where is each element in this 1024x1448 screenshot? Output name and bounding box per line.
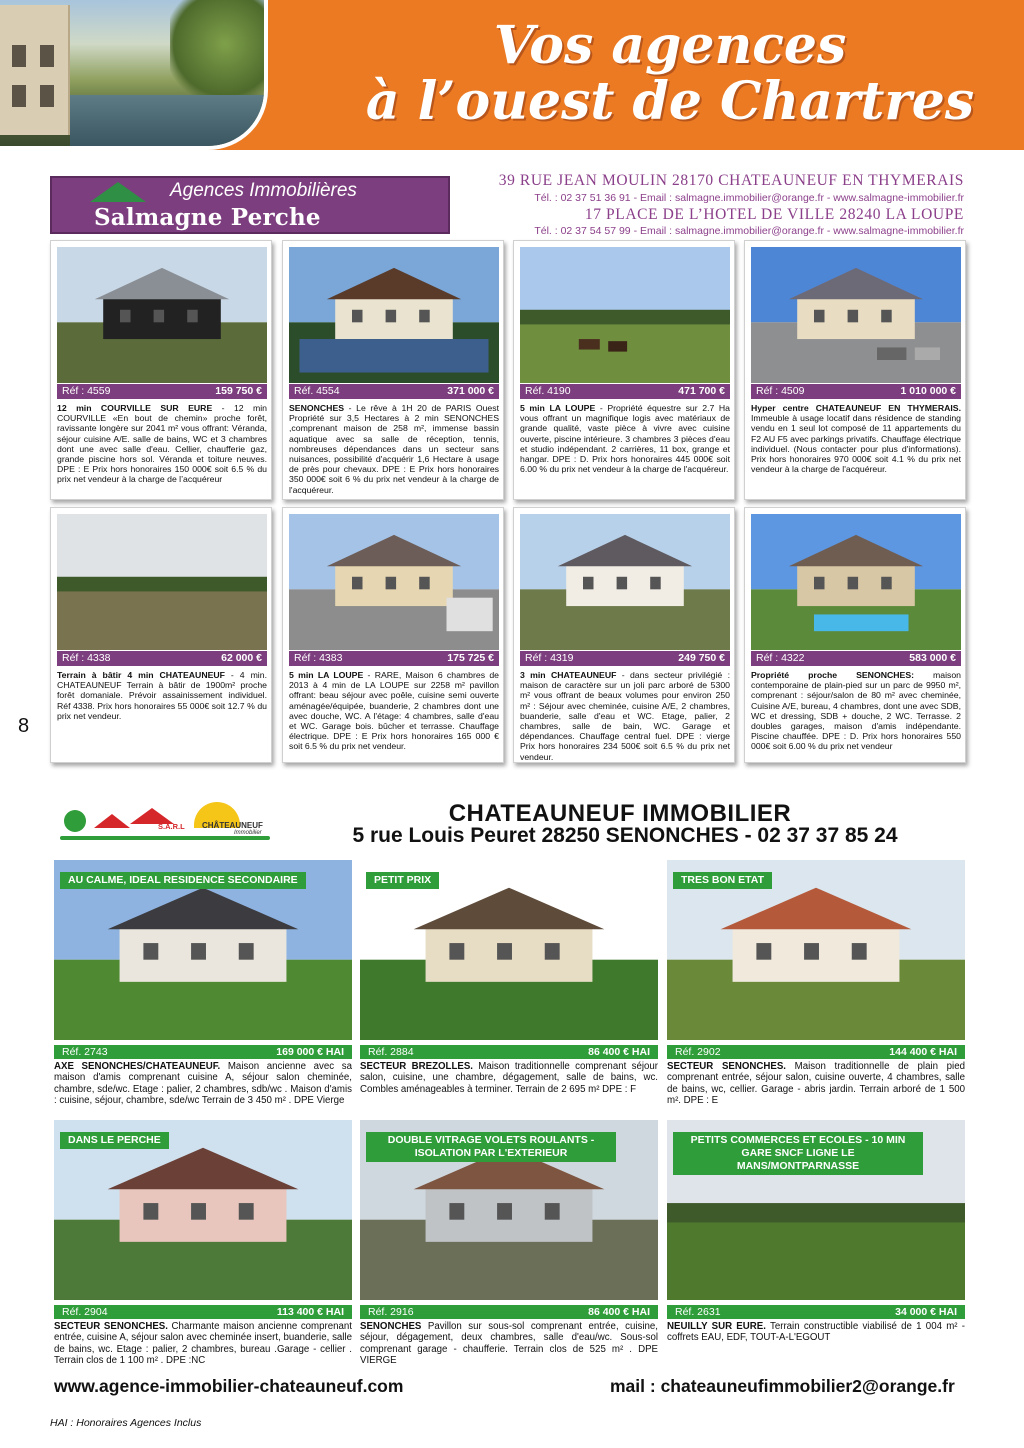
listing-ref-bar xyxy=(57,651,267,666)
listing-ref: Réf : 4383 xyxy=(294,652,343,664)
listing-card[interactable] xyxy=(54,1120,352,1375)
chateauneuf-logo xyxy=(54,800,279,848)
listing-card[interactable] xyxy=(513,240,735,500)
listing-description xyxy=(57,403,267,485)
listing-tag: TRES BON ETAT xyxy=(673,872,772,889)
footer-note: HAI : Honoraires Agences Inclus xyxy=(50,1417,202,1429)
house-icon xyxy=(94,814,130,828)
listing-body: Maison ancienne avec sa maison d'amis comprenant cuisine A, séjour salon cheminée, chambre, sde/wc. Etage : palier, 2 chambres, sdb/wc . Maison d'amis : cuisine, séjour, chambre, sde/wc Terrain de 3 450 m² . DPE Vierge xyxy=(54,1061,352,1106)
listing-ref-bar xyxy=(360,1045,658,1059)
listing-card[interactable] xyxy=(667,1120,965,1375)
listing-body: - 12 min COURVILLE «En bout de chemin» proche forêt, ravissante longère sur 2041 m² vous offrant: Véranda, séjour cuisine A/E. salle de bains, WC et 3 chambres dont une avec salle d'eau. Cellier, chaufferie gaz, grande piscine hors sol. Véranda et toiture neuves. DPE : E Prix hors honoraires 150 000€ soit 6.5 % du prix net vendeur à la charge de l’acquéreur xyxy=(57,403,268,485)
listing-card[interactable] xyxy=(667,860,965,1115)
title-line-1: Vos agences xyxy=(493,15,847,76)
listing-tag: AU CALME, IDEAL RESIDENCE SECONDAIRE xyxy=(60,872,306,889)
listing-body: - RARE, Maison 6 chambres de 2013 à 4 min de LA LOUPE sur 2258 m² pavillon offrant: beau séjour avec poêle, cuisine semi ouverte aménagée/équipée, buanderie, 2 chambres dont une avec douche, WC. A l'étage: 4 chambres, salle d'eau et WC. Garage bois. bûcher et terrasse. Chauffage électrique. DPE : E Prix hors honoraires 165 000 € soit 6.5 % du prix net vendeur. xyxy=(289,670,499,752)
listing-price: 169 000 € HAI xyxy=(276,1046,344,1058)
footer-website-link[interactable]: www.agence-immobilier-chateauneuf.com xyxy=(54,1376,404,1396)
listing-body: Immeuble à usage locatif dans résidence de standing vendu en 1 seul lot composé de 11 appartements du F2 AU F5 avec parkings privatifs. Chauffage électrique individuel. (Nous contacter pour plus d'informations). Prix hors honoraires 970 000€ soit 4.1 % du prix net vendeur à la charge de l'acquéreur. xyxy=(751,413,961,475)
listing-photo[interactable] xyxy=(520,514,730,650)
page-title xyxy=(330,15,1010,132)
listing-card[interactable] xyxy=(360,1120,658,1375)
footer-email-link[interactable]: mail : chateauneufimmobilier2@orange.fr xyxy=(610,1376,955,1396)
listing-ref: Réf. 2884 xyxy=(368,1046,414,1058)
listing-price: 86 400 € HAI xyxy=(588,1306,650,1318)
page-number: 8 xyxy=(18,715,30,737)
listing-price: 62 000 € xyxy=(221,652,262,664)
listing-card[interactable] xyxy=(50,240,272,500)
house-roof-icon xyxy=(90,182,146,202)
listing-headline: SECTEUR SENONCHES. xyxy=(667,1061,786,1072)
listing-body: - 4 min. CHATEAUNEUF Terrain à bâtir de 1900m² proche forêt domaniale. Prévoir assainissement individuel. Réf 4338. Prix hors honoraires 55 000€ soit 12.7 % du prix net vendeur. xyxy=(57,670,267,721)
listing-ref-bar xyxy=(289,384,499,399)
listing-price: 471 700 € xyxy=(678,385,725,397)
listing-ref-bar xyxy=(520,651,730,666)
listing-ref: Réf. 2904 xyxy=(62,1306,108,1318)
listing-description xyxy=(751,670,961,752)
listing-ref: Réf : 4338 xyxy=(62,652,111,664)
listing-photo[interactable] xyxy=(520,247,730,383)
listing-body: - dans secteur privilégié : maison de caractère sur un joli parc arboré de 5300 m² vous offrant de beaux volumes pour environ 250 m² : Séjour avec cheminée, cuisine A/E, 2 chambres, buanderie, salle d'eau et WC. Etage, palier, 2 chambres, salle de bain, WC. Garage et dépendances. Chauffage central fuel. DPE : vierge Prix hors honoraires 234 500€ soit 6.5 % du prix net vendeur. xyxy=(520,670,730,762)
listing-price: 371 000 € xyxy=(447,385,494,397)
listing-ref: Réf. 2743 xyxy=(62,1046,108,1058)
listing-card[interactable] xyxy=(744,507,966,763)
listing-price: 175 725 € xyxy=(447,652,494,664)
listing-description xyxy=(667,1061,965,1106)
listing-headline: NEUILLY SUR EURE. xyxy=(667,1321,766,1332)
listing-price: 1 010 000 € xyxy=(900,385,956,397)
agency1-address-2: 17 PLACE DE L’HOTEL DE VILLE 28240 LA LOUPE xyxy=(584,206,964,223)
listing-ref-bar xyxy=(57,384,267,399)
listing-ref-bar xyxy=(289,651,499,666)
listing-ref: Réf. 4190 xyxy=(525,385,571,397)
logo-sub: Immobilier xyxy=(234,830,262,836)
agency1-contact-2[interactable]: Tél. : 02 37 54 57 99 - Email : salmagne.immobilier@orange.fr - www.salmagne-immobilier.fr xyxy=(534,225,964,237)
agency1-address-1: 39 RUE JEAN MOULIN 28170 CHATEAUNEUF EN THYMERAIS xyxy=(498,172,964,189)
listing-headline: SECTEUR BREZOLLES. xyxy=(360,1061,473,1072)
listing-card[interactable] xyxy=(282,507,504,763)
listing-headline: Terrain à bâtir 4 min CHATEAUNEUF xyxy=(57,670,225,680)
listing-body: Maison traditionnelle de plain pied comprenant entrée, séjour salon, cuisine ouverte, 4 chambres, salle de bains, wc, cellier. Garage - abris jardin. Terrain arboré de 1 500 m². DPE : E xyxy=(667,1061,965,1106)
listing-price: 144 400 € HAI xyxy=(889,1046,957,1058)
listing-headline: 3 min CHATEAUNEUF xyxy=(520,670,617,680)
tree-icon xyxy=(64,810,86,832)
listing-price: 583 000 € xyxy=(909,652,956,664)
listing-description xyxy=(57,670,267,721)
page-header xyxy=(0,0,1024,150)
listing-body: Terrain constructible viabilisé de 1 004 m² - coffrets EAU, EDF, TOUT-A-L'EGOUT xyxy=(667,1321,965,1344)
listing-tag: PETIT PRIX xyxy=(366,872,439,889)
listing-photo[interactable] xyxy=(751,514,961,650)
listing-ref: Réf. 2631 xyxy=(675,1306,721,1318)
listing-card[interactable] xyxy=(513,507,735,763)
header-photo-canal xyxy=(0,0,268,150)
salmagne-logo xyxy=(50,176,450,234)
listing-description xyxy=(54,1321,352,1366)
title-line-2: à l’ouest de Chartres xyxy=(365,71,975,132)
listing-ref: Réf : 4322 xyxy=(756,652,805,664)
listing-price: 34 000 € HAI xyxy=(895,1306,957,1318)
listing-photo[interactable] xyxy=(289,247,499,383)
agency2-address: 5 rue Louis Peuret 28250 SENONCHES - 02 37 37 85 24 xyxy=(352,824,898,847)
listing-headline: 5 min LA LOUPE xyxy=(520,403,596,413)
listing-ref-bar xyxy=(54,1305,352,1319)
listing-headline: Hyper centre CHATEAUNEUF EN THYMERAIS. xyxy=(751,403,961,413)
listing-headline: AXE SENONCHES/CHATEAUNEUF. xyxy=(54,1061,221,1072)
listing-description xyxy=(289,403,499,495)
listing-ref: Réf. 2916 xyxy=(368,1306,414,1318)
listing-description xyxy=(751,403,961,474)
listing-headline: Propriété proche SENONCHES: xyxy=(751,670,915,680)
listing-card[interactable] xyxy=(744,240,966,500)
listing-ref: Réf. 2902 xyxy=(675,1046,721,1058)
listing-description xyxy=(360,1321,658,1366)
listing-photo[interactable] xyxy=(57,247,267,383)
listing-ref: Réf. 4554 xyxy=(294,385,340,397)
listing-card[interactable] xyxy=(50,507,272,763)
listing-headline: SENONCHES xyxy=(360,1321,422,1332)
listing-body: - Le rêve à 1H 20 de PARIS Ouest Propriété sur 3,5 Hectares à 2 min SENONCHES ,comprenant maison de 258 m², immense bassin aquatique avec sa salle de réception, tennis, nombreuses dépendances dans un secteur sans nuisances, possibilité d'acquérir 1,6 Hectare à usage de près pour chevaux. DPE : E Prix hors honoraires 350 000€ soit 6 % du prix net vendeur à la charge de l'acquéreur. xyxy=(289,403,499,495)
listing-description xyxy=(54,1061,352,1106)
listing-description xyxy=(667,1321,965,1344)
listing-description xyxy=(520,670,730,762)
listing-body: - Propriété équestre sur 2.7 Ha vous offrant un magnifique logis avec matériaux de grande qualité, vaste pièce à vivre avec cuisine ouverte, piscine intérieure. 3 chambres 3 pièces d'eau et studio indépendant. 2 carrières, 11 box, grange et hangar. DPE : D. Prix hors honoraires 445 000€ soit 6.00 % du prix net vendeur à la charge de l'acquéreur. xyxy=(520,403,731,475)
listing-tag: DANS LE PERCHE xyxy=(60,1132,169,1149)
listing-headline: 5 min LA LOUPE xyxy=(289,670,364,680)
listing-photo[interactable] xyxy=(57,514,267,650)
listing-headline: 12 min COURVILLE SUR EURE xyxy=(57,403,213,413)
listing-card[interactable] xyxy=(54,860,352,1115)
listing-photo[interactable] xyxy=(751,247,961,383)
listing-description xyxy=(360,1061,658,1095)
listing-ref-bar xyxy=(667,1045,965,1059)
listing-headline: SECTEUR SENONCHES. xyxy=(54,1321,168,1332)
listing-body: Pavillon sur sous-sol comprenant entrée, cuisine, séjour, dégagement, deux chambres, salle d'eau/wc. Sous-sol comprenant garage - chaufferie. Terrain clos de 525 m² . DPE VIERGE xyxy=(360,1321,658,1366)
agency1-contact-1[interactable]: Tél. : 02 37 51 36 91 - Email : salmagne.immobilier@orange.fr - www.salmagne-immobilier.fr xyxy=(534,192,964,204)
listing-price: 159 750 € xyxy=(215,385,262,397)
listing-card[interactable] xyxy=(282,240,504,500)
listing-body: Charmante maison ancienne comprenant entrée, cuisine A, séjour salon avec cheminée insert, buanderie, salle de bains, wc. Etage : palier, 2 chambres, bureau .Garage - cellier . Terrain clos de 1 100 m² . DPE :NC xyxy=(54,1321,352,1366)
listing-body: maison contemporaine de plain-pied sur un parc de 9950 m², comprenant : séjour/salon de 80 m² avec cheminée, Cuisine A/E, bureau, 4 chambres, dont une avec SDB, WC et dressing, SDB + douche, 2 WC. Terrasse. 2 doubles garages, maison d'amis indépendante. Piscine chauffée. DPE : D. Prix hors honoraires 550 000€ soit 6.00 % du prix net vendeur xyxy=(751,670,962,752)
listing-tag: PETITS COMMERCES ET ECOLES - 10 MIN GARE SNCF LIGNE LE MANS/MONTPARNASSE xyxy=(673,1132,923,1175)
listing-ref-bar xyxy=(667,1305,965,1319)
listing-description xyxy=(520,403,730,474)
listing-ref: Réf : 4319 xyxy=(525,652,574,664)
listing-body: Maison traditionnelle comprenant séjour salon, cuisine, une chambre, dégagement, salle de bains, wc. Combles aménageables à terminer. Terrain de 2 695 m² DPE : F xyxy=(360,1061,658,1095)
listing-price: 86 400 € HAI xyxy=(588,1046,650,1058)
listing-photo[interactable] xyxy=(289,514,499,650)
listing-description xyxy=(289,670,499,752)
logo-sarl: S.A.R.L xyxy=(158,822,185,831)
listing-card[interactable] xyxy=(360,860,658,1115)
listing-price: 113 400 € HAI xyxy=(276,1306,344,1318)
listing-tag: DOUBLE VITRAGE VOLETS ROULANTS - ISOLATION PAR L'EXTERIEUR xyxy=(366,1132,616,1162)
listing-ref-bar xyxy=(520,384,730,399)
agency2-name: CHATEAUNEUF IMMOBILIER xyxy=(448,800,792,827)
listing-price: 249 750 € xyxy=(678,652,725,664)
listing-ref: Réf : 4509 xyxy=(756,385,805,397)
listing-ref-bar xyxy=(360,1305,658,1319)
logo-subtitle: Agences Immobilières xyxy=(170,180,357,201)
listing-headline: SENONCHES xyxy=(289,403,345,413)
listing-ref: Réf : 4559 xyxy=(62,385,111,397)
listing-ref-bar xyxy=(751,651,961,666)
logo-name: CHÂTEAUNEUF xyxy=(202,821,263,830)
listing-ref-bar xyxy=(54,1045,352,1059)
listing-ref-bar xyxy=(751,384,961,399)
logo-name: Salmagne Perche xyxy=(94,204,321,231)
